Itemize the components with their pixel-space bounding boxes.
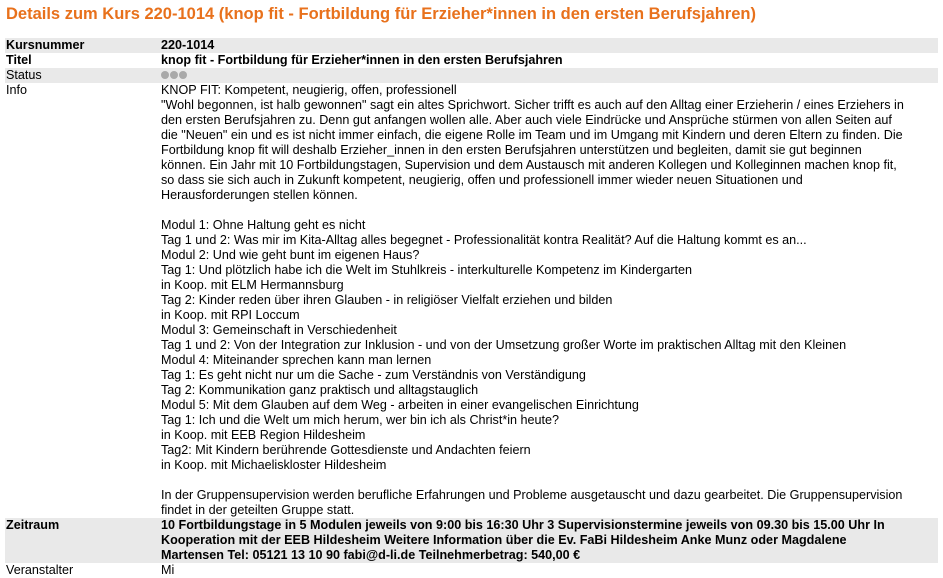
module-line: Tag 2: Kinder reden über ihren Glauben - in religiöser Vielfalt erziehen und bilden	[161, 293, 613, 307]
zeitraum-lines	[161, 518, 938, 563]
row-kursnummer	[5, 38, 938, 53]
info-headline: KNOP FIT: Kompetent, neugierig, offen, professionell	[161, 83, 457, 97]
info-text-line: können. Ein Jahr mit 10 Fortbildungstagen, Supervision und dem Austausch mit anderen Kollegen und Kolleginnen machen knop fit,	[161, 158, 897, 172]
info-spacer	[161, 473, 938, 488]
status-dot	[161, 71, 169, 79]
row-info	[5, 83, 938, 518]
module-line: Modul 4: Miteinander sprechen kann man lernen	[161, 353, 432, 367]
info-text-line: "Wohl begonnen, ist halb gewonnen" sagt ein altes Sprichwort. Sicher trifft es auch auf den Alltag einer Erzieherin / eines Erziehers in	[161, 98, 904, 112]
status-dot	[170, 71, 178, 79]
module-line: Tag 1: Ich und die Welt um mich herum, wer bin ich als Christ*in heute?	[161, 413, 560, 427]
info-text-line: die "Neuen" ein und es ist nicht immer einfach, die eigene Rolle im Team und im Umgang mit Kindern und deren Eltern zu finden. Die	[161, 128, 903, 142]
veranstalter-label: Veranstalter	[6, 563, 74, 577]
info-text-line: Fortbildung knop fit will deshalb Erzieher_innen in den ersten Berufsjahren unterstützen und begleiten, damit sie gut beginnen	[161, 143, 862, 157]
row-titel	[5, 53, 938, 68]
info-label: Info	[6, 83, 28, 97]
page-title: Details zum Kurs 220-1014 (knop fit - Fortbildung für Erzieher*innen in den ersten Berufsjahren)	[6, 5, 756, 23]
info-spacer	[161, 203, 938, 218]
zeitraum-line: Kooperation mit der EEB Hildesheim Weitere Information über die Ev. FaBi Hildesheim Anke Munz oder Magdalene	[161, 533, 847, 547]
info-intro	[161, 98, 938, 203]
zeitraum-line: Martensen Tel: 05121 13 10 90 fabi@d-li.de Teilnehmerbetrag: 540,00 €	[161, 548, 581, 562]
info-text-line: den ersten Berufsjahren zu. Denn gut anfangen wollen alle. Aber auch viele Eindrücke und Ansprüche stürmen von allen Seiten auf	[161, 113, 892, 127]
row-veranstalter	[5, 563, 938, 578]
status-indicator	[161, 71, 187, 79]
info-modules	[161, 218, 938, 473]
titel-value: knop fit - Fortbildung für Erzieher*innen in den ersten Berufsjahren	[161, 53, 563, 67]
info-outro	[161, 488, 938, 518]
titel-label: Titel	[6, 53, 32, 67]
veranstalter-value: Mi	[161, 563, 175, 577]
module-line: Tag 1 und 2: Von der Integration zur Inklusion - und von der Umsetzung großer Worte im praktischen Alltag mit den Kleinen	[161, 338, 847, 352]
zeitraum-label: Zeitraum	[5, 518, 160, 563]
status-label: Status	[5, 68, 160, 83]
course-details-table	[5, 38, 938, 578]
info-text-line: Herausforderungen stellen können.	[161, 188, 358, 202]
module-line: Modul 2: Und wie geht bunt im eigenen Haus?	[161, 248, 420, 262]
kursnummer-label: Kursnummer	[5, 38, 160, 53]
info-text-line: so dass sie sich auch in Zukunft kompetent, neugierig, offen und professionell immer wieder neuen Situationen und	[161, 173, 803, 187]
info-text-line: findet in der geteilten Gruppe statt.	[161, 503, 355, 517]
zeitraum-line: 10 Fortbildungstage in 5 Modulen jeweils von 9:00 bis 16:30 Uhr 3 Supervisionstermine jeweils von 09.30 bis 15.00 Uhr In	[161, 518, 885, 532]
zeitraum-value	[160, 518, 938, 563]
module-line: Tag 1: Es geht nicht nur um die Sache - zum Verständnis von Verständigung	[161, 368, 586, 382]
module-line: Modul 5: Mit dem Glauben auf dem Weg - arbeiten in einer evangelischen Einrichtung	[161, 398, 639, 412]
module-line: Tag 1 und 2: Was mir im Kita-Alltag alles begegnet - Professionalität kontra Realität? Auf die Haltung kommt es an...	[161, 233, 807, 247]
info-text-line: In der Gruppensupervision werden berufliche Erfahrungen und Probleme ausgetauscht und dazu gearbeitet. Die Gruppensupervision	[161, 488, 903, 502]
row-zeitraum	[5, 518, 938, 563]
status-value	[160, 68, 938, 83]
row-status	[5, 68, 938, 83]
module-line: Tag 2: Kommunikation ganz praktisch und alltagstauglich	[161, 383, 479, 397]
module-line: in Koop. mit RPI Loccum	[161, 308, 300, 322]
module-line: in Koop. mit Michaeliskloster Hildesheim	[161, 458, 387, 472]
module-line: Modul 3: Gemeinschaft in Verschiedenheit	[161, 323, 397, 337]
info-value	[160, 83, 938, 518]
kursnummer-value: 220-1014	[160, 38, 938, 53]
module-line: Modul 1: Ohne Haltung geht es nicht	[161, 218, 366, 232]
module-line: Tag2: Mit Kindern berührende Gottesdienste und Andachten feiern	[161, 443, 531, 457]
module-line: in Koop. mit ELM Hermannsburg	[161, 278, 344, 292]
module-line: Tag 1: Und plötzlich habe ich die Welt im Stuhlkreis - interkulturelle Kompetenz im Kindergarten	[161, 263, 693, 277]
status-dot	[179, 71, 187, 79]
module-line: in Koop. mit EEB Region Hildesheim	[161, 428, 366, 442]
